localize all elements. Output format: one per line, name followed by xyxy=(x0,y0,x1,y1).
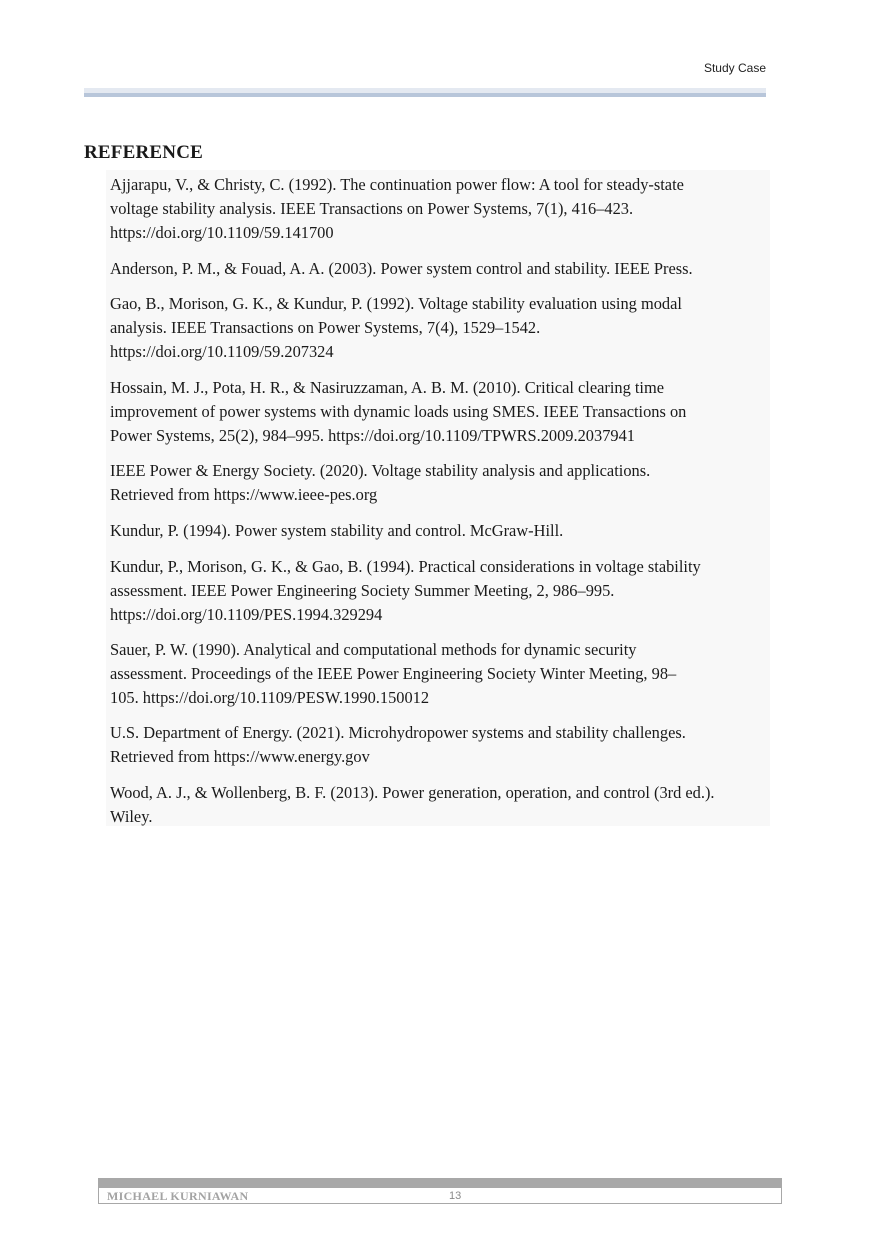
reference-line: Wood, A. J., & Wollenberg, B. F. (2013). Power generation, operation, and control (3rd ed.). xyxy=(110,783,715,802)
reference-entry xyxy=(110,638,806,710)
reference-line: Power Systems, 25(2), 984–995. https://doi.org/10.1109/TPWRS.2009.2037941 xyxy=(110,426,635,445)
reference-entry xyxy=(110,459,806,507)
reference-entry xyxy=(110,257,806,281)
reference-line: https://doi.org/10.1109/59.207324 xyxy=(110,342,334,361)
reference-line: analysis. IEEE Transactions on Power Systems, 7(4), 1529–1542. xyxy=(110,318,541,337)
reference-line: Wiley. xyxy=(110,807,153,826)
reference-entry xyxy=(110,555,806,627)
reference-line: assessment. Proceedings of the IEEE Power Engineering Society Winter Meeting, 98– xyxy=(110,664,677,683)
reference-line: Ajjarapu, V., & Christy, C. (1992). The continuation power flow: A tool for steady-state xyxy=(110,175,684,194)
reference-line: 105. https://doi.org/10.1109/PESW.1990.150012 xyxy=(110,688,430,707)
reference-line: Anderson, P. M., & Fouad, A. A. (2003). Power system control and stability. IEEE Press. xyxy=(110,259,693,278)
reference-entry xyxy=(110,292,806,364)
page-number: 13 xyxy=(449,1190,462,1202)
reference-line: voltage stability analysis. IEEE Transactions on Power Systems, 7(1), 416–423. xyxy=(110,199,634,218)
reference-line: Kundur, P., Morison, G. K., & Gao, B. (1994). Practical considerations in voltage stability xyxy=(110,557,701,576)
reference-entry xyxy=(110,519,806,543)
header-rule xyxy=(84,88,766,97)
footer-author: MICHAEL KURNIAWAN xyxy=(107,1189,249,1203)
reference-line: Kundur, P. (1994). Power system stability and control. McGraw-Hill. xyxy=(110,521,564,540)
reference-line: Gao, B., Morison, G. K., & Kundur, P. (1992). Voltage stability evaluation using modal xyxy=(110,294,682,313)
reference-line: IEEE Power & Energy Society. (2020). Voltage stability analysis and applications. xyxy=(110,461,651,480)
reference-line: Retrieved from https://www.energy.gov xyxy=(110,747,370,766)
reference-line: improvement of power systems with dynamic loads using SMES. IEEE Transactions on xyxy=(110,402,687,421)
reference-line: https://doi.org/10.1109/PES.1994.329294 xyxy=(110,605,383,624)
reference-entry xyxy=(110,173,806,245)
footer-rule xyxy=(98,1178,782,1188)
reference-entry xyxy=(110,376,806,448)
reference-line: U.S. Department of Energy. (2021). Microhydropower systems and stability challenges. xyxy=(110,723,686,742)
reference-line: Hossain, M. J., Pota, H. R., & Nasiruzzaman, A. B. M. (2010). Critical clearing time xyxy=(110,378,665,397)
reference-line: Retrieved from https://www.ieee-pes.org xyxy=(110,485,378,504)
running-header: Study Case xyxy=(703,61,766,75)
reference-entry xyxy=(110,721,806,769)
section-heading: REFERENCE xyxy=(84,142,203,163)
reference-entry xyxy=(110,781,806,829)
reference-line: https://doi.org/10.1109/59.141700 xyxy=(110,223,334,242)
reference-line: assessment. IEEE Power Engineering Society Summer Meeting, 2, 986–995. xyxy=(110,581,615,600)
reference-line: Sauer, P. W. (1990). Analytical and computational methods for dynamic security xyxy=(110,640,637,659)
